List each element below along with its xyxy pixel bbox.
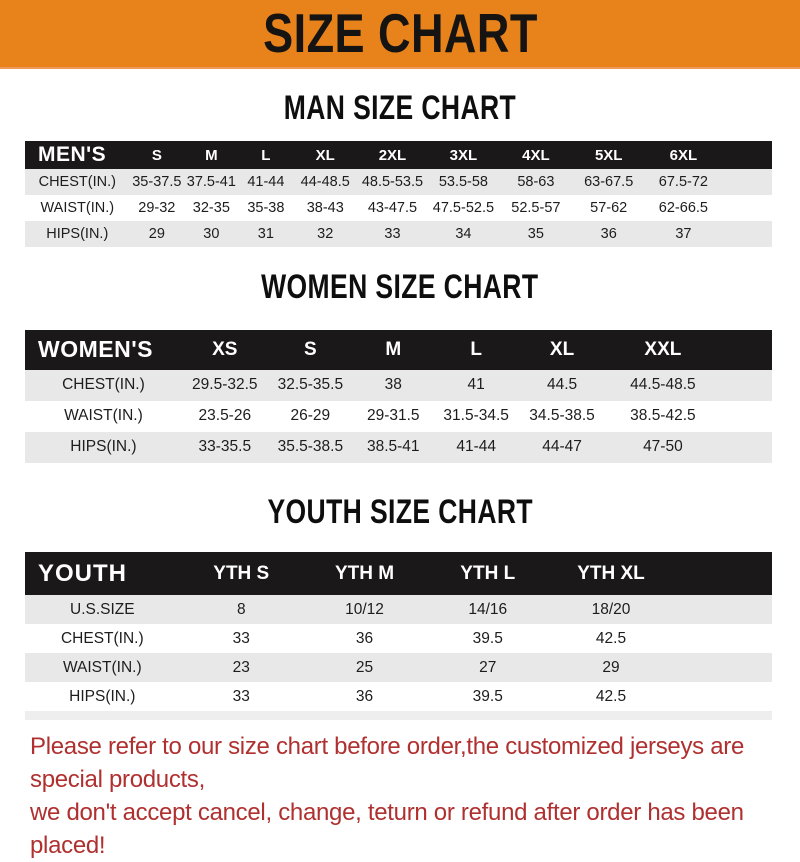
size-column-header: 6XL — [645, 141, 722, 169]
size-value: 52.5-57 — [499, 195, 572, 221]
size-value: 42.5 — [549, 682, 672, 711]
size-column-header: S — [268, 330, 353, 370]
size-column-header: L — [434, 330, 519, 370]
table-row — [25, 221, 772, 247]
size-value: 57-62 — [572, 195, 644, 221]
size-column-header: YTH M — [303, 552, 426, 595]
size-column-header: XXL — [605, 330, 720, 370]
table-row — [25, 401, 772, 432]
size-column-header: YTH XL — [549, 552, 672, 595]
women-size-table — [25, 330, 772, 463]
size-value: 29.5-32.5 — [182, 370, 268, 401]
size-value: 47.5-52.5 — [428, 195, 500, 221]
table-group-label: WOMEN'S — [25, 330, 182, 370]
disclaimer-note — [30, 730, 770, 862]
size-value: 23 — [180, 653, 303, 682]
table-header-row — [25, 552, 772, 595]
size-value: 36 — [303, 682, 426, 711]
size-value: 41-44 — [239, 169, 294, 195]
table-row — [25, 595, 772, 624]
filler-cell — [673, 682, 772, 711]
size-column-header: S — [130, 141, 185, 169]
size-chart-banner — [0, 0, 800, 69]
size-value: 48.5-53.5 — [357, 169, 427, 195]
size-value: 31.5-34.5 — [434, 401, 519, 432]
size-value: 38 — [353, 370, 434, 401]
filler-cell — [720, 330, 772, 370]
size-value: 38.5-42.5 — [605, 401, 720, 432]
table-row — [25, 682, 772, 711]
size-column-header: YTH L — [426, 552, 549, 595]
table-row — [25, 432, 772, 463]
size-value: 27 — [426, 653, 549, 682]
youth-section-heading-text: YOUTH SIZE CHART — [267, 492, 533, 531]
row-measurement-label: CHEST(IN.) — [25, 370, 182, 401]
size-value: 39.5 — [426, 624, 549, 653]
size-value: 38.5-41 — [353, 432, 434, 463]
youth-section-heading — [0, 494, 800, 531]
row-measurement-label: WAIST(IN.) — [25, 401, 182, 432]
row-measurement-label: U.S.SIZE — [25, 595, 180, 624]
youth-table-bottom-strip — [25, 711, 772, 720]
youth-size-table — [25, 552, 772, 711]
table-row — [25, 370, 772, 401]
filler-cell — [673, 552, 772, 595]
size-value: 42.5 — [549, 624, 672, 653]
size-value: 35-38 — [239, 195, 294, 221]
table-group-label: YOUTH — [25, 552, 180, 595]
size-column-header: XL — [519, 330, 606, 370]
disclaimer-line-2: we don't accept cancel, change, teturn or refund after order has been placed! — [30, 799, 744, 860]
row-measurement-label: HIPS(IN.) — [25, 221, 130, 247]
row-measurement-label: HIPS(IN.) — [25, 682, 180, 711]
size-value: 36 — [572, 221, 644, 247]
size-value: 35.5-38.5 — [268, 432, 353, 463]
size-column-header: 5XL — [572, 141, 644, 169]
table-row — [25, 195, 772, 221]
size-value: 53.5-58 — [428, 169, 500, 195]
size-column-header: M — [353, 330, 434, 370]
table-group-label: MEN'S — [25, 141, 130, 169]
banner-title: SIZE CHART — [262, 2, 538, 64]
table-row — [25, 169, 772, 195]
filler-cell — [722, 169, 772, 195]
filler-cell — [673, 624, 772, 653]
size-value: 44-48.5 — [293, 169, 357, 195]
size-value: 14/16 — [426, 595, 549, 624]
filler-cell — [722, 141, 772, 169]
size-value: 44.5 — [519, 370, 606, 401]
size-value: 32.5-35.5 — [268, 370, 353, 401]
size-value: 8 — [180, 595, 303, 624]
filler-cell — [720, 432, 772, 463]
size-value: 23.5-26 — [182, 401, 268, 432]
size-value: 29 — [549, 653, 672, 682]
size-value: 37 — [645, 221, 722, 247]
size-column-header: L — [239, 141, 294, 169]
size-column-header: YTH S — [180, 552, 303, 595]
size-value: 33-35.5 — [182, 432, 268, 463]
women-section-heading-text: WOMEN SIZE CHART — [261, 268, 539, 307]
size-value: 39.5 — [426, 682, 549, 711]
size-column-header: 3XL — [428, 141, 500, 169]
table-row — [25, 653, 772, 682]
size-value: 29-31.5 — [353, 401, 434, 432]
size-value: 44-47 — [519, 432, 606, 463]
row-measurement-label: CHEST(IN.) — [25, 169, 130, 195]
size-column-header: M — [184, 141, 239, 169]
size-value: 44.5-48.5 — [605, 370, 720, 401]
size-value: 35 — [499, 221, 572, 247]
size-value: 62-66.5 — [645, 195, 722, 221]
size-value: 63-67.5 — [572, 169, 644, 195]
disclaimer-line-1: Please refer to our size chart before order,the customized jerseys are special products, — [30, 733, 745, 794]
size-value: 32 — [293, 221, 357, 247]
size-column-header: 2XL — [357, 141, 427, 169]
size-value: 34 — [428, 221, 500, 247]
filler-cell — [673, 653, 772, 682]
women-section-heading — [0, 269, 800, 306]
size-value: 33 — [180, 682, 303, 711]
size-value: 36 — [303, 624, 426, 653]
size-column-header: XS — [182, 330, 268, 370]
filler-cell — [720, 370, 772, 401]
size-value: 32-35 — [184, 195, 239, 221]
size-value: 58-63 — [499, 169, 572, 195]
table-row — [25, 624, 772, 653]
size-value: 35-37.5 — [130, 169, 185, 195]
filler-cell — [722, 221, 772, 247]
row-measurement-label: WAIST(IN.) — [25, 195, 130, 221]
row-measurement-label: HIPS(IN.) — [25, 432, 182, 463]
size-value: 31 — [239, 221, 294, 247]
size-value: 26-29 — [268, 401, 353, 432]
size-value: 10/12 — [303, 595, 426, 624]
row-measurement-label: WAIST(IN.) — [25, 653, 180, 682]
filler-cell — [673, 595, 772, 624]
size-value: 25 — [303, 653, 426, 682]
size-value: 41-44 — [434, 432, 519, 463]
size-value: 33 — [180, 624, 303, 653]
table-header-row — [25, 330, 772, 370]
size-value: 47-50 — [605, 432, 720, 463]
size-value: 29-32 — [130, 195, 185, 221]
man-section-heading — [0, 90, 800, 127]
size-value: 67.5-72 — [645, 169, 722, 195]
man-section-heading-text: MAN SIZE CHART — [283, 89, 517, 127]
row-measurement-label: CHEST(IN.) — [25, 624, 180, 653]
size-value: 38-43 — [293, 195, 357, 221]
table-header-row — [25, 141, 772, 169]
men-size-table — [25, 141, 772, 247]
size-column-header: 4XL — [499, 141, 572, 169]
size-value: 37.5-41 — [184, 169, 239, 195]
size-value: 18/20 — [549, 595, 672, 624]
filler-cell — [720, 401, 772, 432]
size-value: 41 — [434, 370, 519, 401]
size-value: 34.5-38.5 — [519, 401, 606, 432]
size-column-header: XL — [293, 141, 357, 169]
size-value: 29 — [130, 221, 185, 247]
size-value: 43-47.5 — [357, 195, 427, 221]
filler-cell — [722, 195, 772, 221]
size-value: 30 — [184, 221, 239, 247]
size-value: 33 — [357, 221, 427, 247]
